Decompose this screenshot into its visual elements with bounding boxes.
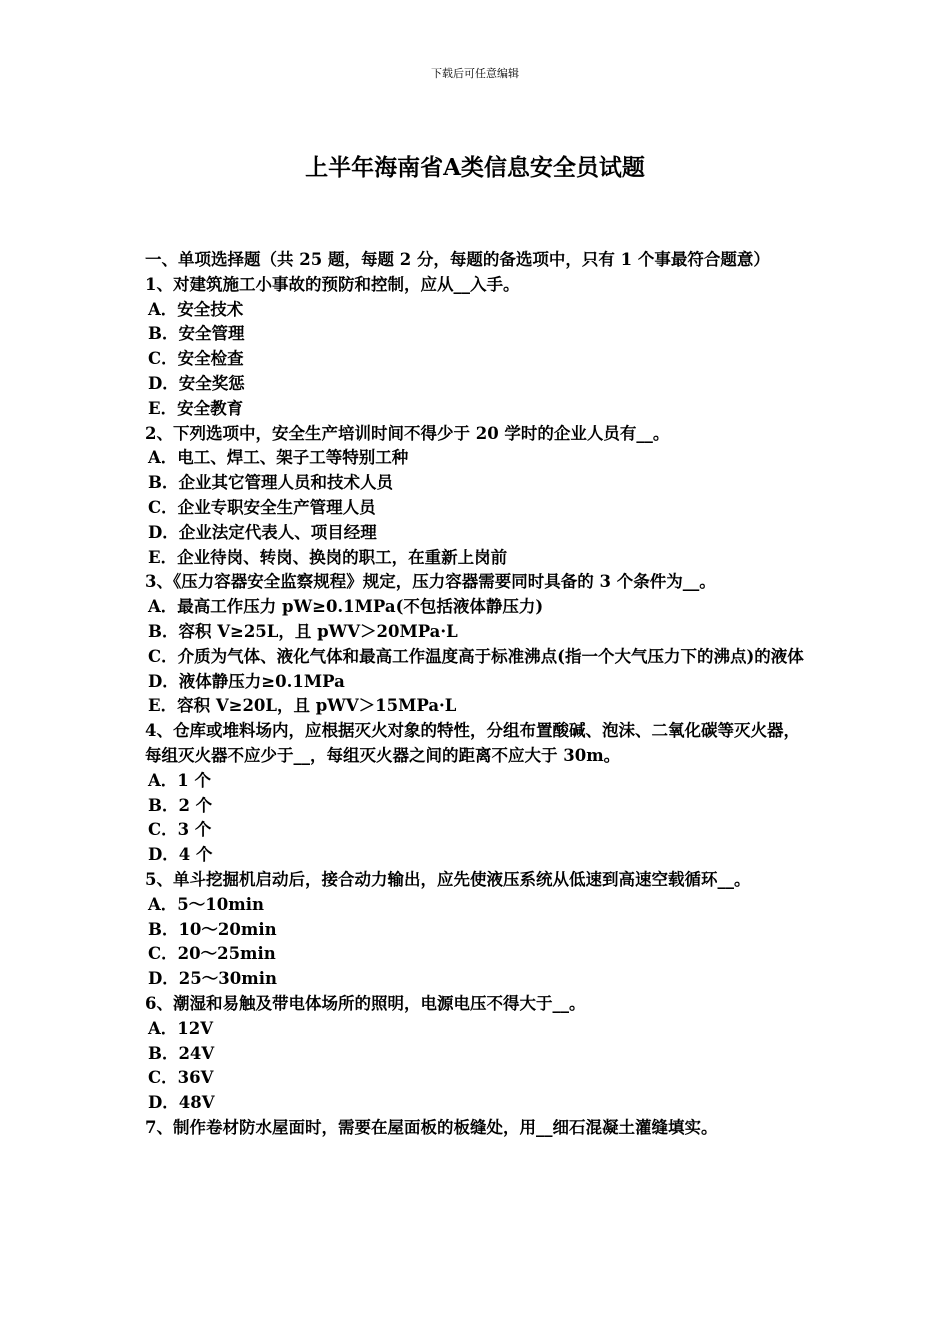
answer-option: A．5～10min <box>148 894 264 914</box>
page-header-note: 下载后可任意编辑 <box>431 67 519 80</box>
question-stem: 7、制作卷材防水屋面时，需要在屋面板的板缝处，用__细石混凝土灌缝填实。 <box>145 1117 718 1137</box>
answer-option: A．最高工作压力 pW≥0.1MPa(不包括液体静压力) <box>148 597 544 617</box>
page-title: 上半年海南省A类信息安全员试题 <box>305 154 645 181</box>
answer-option: C．企业专职安全生产管理人员 <box>148 497 376 517</box>
question-stem: 1、对建筑施工小事故的预防和控制，应从__入手。 <box>145 274 520 294</box>
answer-option: B．24V <box>148 1043 215 1063</box>
question-item <box>145 422 807 571</box>
question-item <box>145 273 807 422</box>
answer-option: D．25～30min <box>148 969 277 989</box>
question-list <box>145 273 807 1141</box>
question-item <box>145 868 807 992</box>
answer-option: C．20～25min <box>148 944 276 964</box>
answer-option: B．2 个 <box>148 795 213 815</box>
question-stem: 4、仓库或堆料场内，应根据灭火对象的特性，分组布置酸碱、泡沫、二氧化碳等灭火器，每组灭火器不应少于__，每组灭火器之间的距离不应大于 30m。 <box>145 721 800 765</box>
answer-option: D．4 个 <box>148 845 213 865</box>
answer-option: B．企业其它管理人员和技术人员 <box>148 473 393 493</box>
question-item <box>145 1116 807 1141</box>
answer-option: A．电工、焊工、架子工等特别工种 <box>148 448 409 468</box>
answer-option: A．1 个 <box>148 770 212 790</box>
question-stem: 5、单斗挖掘机启动后，接合动力输出，应先使液压系统从低速到高速空载循环__。 <box>145 869 751 889</box>
question-stem: 3、《压力容器安全监察规程》规定，压力容器需要同时具备的 3 个条件为__。 <box>145 572 716 592</box>
answer-option: C．3 个 <box>148 820 212 840</box>
question-stem: 6、潮湿和易触及带电体场所的照明，电源电压不得大于__。 <box>145 993 586 1013</box>
section-heading: 一、单项选择题（共 25 题，每题 2 分，每题的备选项中，只有 1 个事最符合题意） <box>145 250 770 269</box>
answer-option: C．安全检查 <box>148 349 244 369</box>
answer-option: D．企业法定代表人、项目经理 <box>148 522 377 542</box>
answer-option: D．安全奖惩 <box>148 373 245 393</box>
answer-option: E．容积 V≥20L，且 pWV＞15MPa·L <box>148 696 457 716</box>
answer-option: B．容积 V≥25L，且 pWV＞20MPa·L <box>148 621 458 641</box>
answer-option: E．企业待岗、转岗、换岗的职工，在重新上岗前 <box>148 547 508 567</box>
question-stem: 2、下列选项中，安全生产培训时间不得少于 20 学时的企业人员有__。 <box>145 423 670 443</box>
answer-option: C．36V <box>148 1068 214 1088</box>
answer-option: A．12V <box>148 1018 214 1038</box>
question-item <box>145 570 807 719</box>
question-item <box>145 719 807 868</box>
answer-option: C．介质为气体、液化气体和最高工作温度高于标准沸点(指一个大气压力下的沸点)的液体 <box>148 646 804 666</box>
answer-option: E．安全教育 <box>148 398 244 418</box>
question-item <box>145 992 807 1116</box>
answer-option: D．48V <box>148 1093 215 1113</box>
answer-option: A．安全技术 <box>148 299 244 319</box>
document-body <box>145 248 807 1141</box>
answer-option: D．液体静压力≥0.1MPa <box>148 671 345 691</box>
answer-option: B．10～20min <box>148 919 277 939</box>
answer-option: B．安全管理 <box>148 324 245 344</box>
